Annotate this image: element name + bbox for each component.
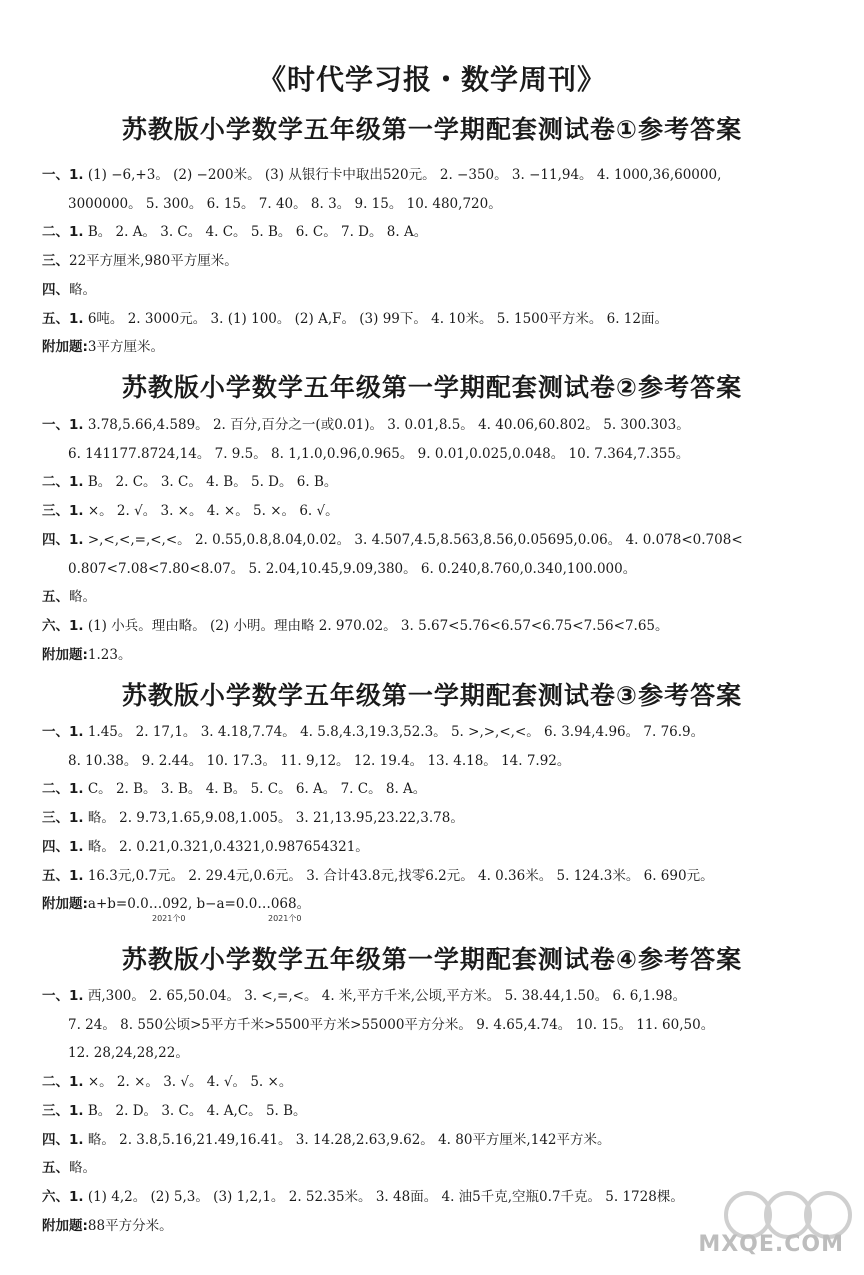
- answer-text: 6吨。 2. 3000元。 3. (1) 100。 (2) A,F。 (3) 99下。 4. 10米。 5. 1500平方米。 6. 12面。: [83, 310, 668, 327]
- answer-line: [42, 337, 844, 357]
- answer-line: [42, 587, 844, 607]
- answer-text: >,<,<,=,<,<。 2. 0.55,0.8,8.04,0.02。 3. 4.507,4.5,8.563,8.56,0.05695,0.06。 4. 0.078<0.708<: [83, 531, 743, 548]
- newspaper-title: 《时代学习报・数学周刊》: [257, 63, 606, 96]
- answer-text: 22平方厘米,980平方厘米。: [69, 253, 238, 270]
- answer-line: [42, 808, 844, 828]
- section-heading-2: 苏教版小学数学五年级第一学期配套测试卷②参考答案: [121, 373, 743, 402]
- answer-line: [42, 1101, 844, 1121]
- answer-line: [42, 837, 844, 857]
- answer-line: [42, 415, 844, 435]
- answer-line: [42, 1130, 844, 1150]
- answer-line: [42, 251, 844, 271]
- answer-line: [42, 501, 844, 521]
- question-label: 三、1.: [42, 1102, 84, 1119]
- answer-line: [42, 222, 844, 242]
- watermark-text: MXQE.COM: [698, 1232, 844, 1257]
- answer-text: B。 2. A。 3. C。 4. C。 5. B。 6. C。 7. D。 8. A。: [83, 224, 428, 241]
- answer-text: B。 2. D。 3. C。 4. A,C。 5. B。: [83, 1102, 307, 1119]
- question-label: 附加题:: [42, 896, 88, 913]
- answer-line: [42, 1072, 844, 1092]
- answer-line: [42, 894, 844, 914]
- question-label: 五、1.: [42, 310, 84, 327]
- answer-line: [42, 472, 844, 492]
- answer-text: (1) −6,+3。 (2) −200米。 (3) 从银行卡中取出520元。 2. −350。 3. −11,94。 4. 1000,36,60000,: [83, 167, 722, 183]
- section-heading-3: 苏教版小学数学五年级第一学期配套测试卷③参考答案: [121, 681, 743, 710]
- answer-text: 3000000。 5. 300。 6. 15。 7. 40。 8. 3。 9. 15。 10. 480,720。: [68, 195, 502, 212]
- answer-text: 略。 2. 3.8,5.16,21.49,16.41。 3. 14.28,2.63,9.62。 4. 80平方厘米,142平方米。: [83, 1131, 611, 1148]
- question-label: 二、1.: [42, 474, 84, 491]
- question-label: 二、1.: [42, 1074, 84, 1091]
- answer-text: 1.23。: [87, 646, 132, 663]
- answer-line: [42, 530, 844, 550]
- answer-text: (1) 4,2。 (2) 5,3。 (3) 1,2,1。 2. 52.35米。 3. 48面。 4. 油5千克,空瓶0.7千克。 5. 1728棵。: [83, 1188, 684, 1205]
- answer-text: 12. 28,24,28,22。: [68, 1045, 189, 1062]
- answer-text: (1) 小兵。理由略。 (2) 小明。理由略 2. 970.02。 3. 5.67<5.76<6.57<6.75<7.56<7.65。: [83, 617, 669, 634]
- answer-text: 0.807<7.08<7.80<8.07。 5. 2.04,10.45,9.09,380。 6. 0.240,8.760,0.340,100.000。: [68, 560, 637, 577]
- answer-line: [42, 616, 844, 636]
- question-label: 二、1.: [42, 224, 84, 241]
- question-label: 附加题:: [42, 646, 88, 663]
- section-heading-4: 苏教版小学数学五年级第一学期配套测试卷④参考答案: [121, 945, 743, 974]
- question-label: 五、1.: [42, 867, 84, 884]
- answer-text: ×。 2. ×。 3. √。 4. √。 5. ×。: [83, 1074, 293, 1091]
- answer-text: 西,300。 2. 65,50.04。 3. <,=,<。 4. 米,平方千米,公顷,平方米。 5. 38.44,1.50。 6. 6,1.98。: [83, 988, 687, 1004]
- answer-text: 88平方分米。: [87, 1217, 173, 1234]
- question-label: 附加题:: [42, 339, 88, 356]
- question-label: 一、1.: [42, 167, 84, 183]
- answer-text: 3.78,5.66,4.589。 2. 百分,百分之一(或0.01)。 3. 0.01,8.5。 4. 40.06,60.802。 5. 300.303。: [83, 417, 690, 433]
- question-label: 二、1.: [42, 781, 84, 798]
- answer-text: ×。 2. √。 3. ×。 4. ×。 5. ×。 6. √。: [83, 503, 339, 520]
- answer-line: [42, 866, 844, 886]
- answer-line: [68, 1015, 844, 1035]
- answer-text: 6. 141177.8724,14。 7. 9.5。 8. 1,1.0,0.96,0.965。 9. 0.01,0.025,0.048。 10. 7.364,7.355。: [68, 445, 690, 462]
- question-label: 六、1.: [42, 617, 84, 634]
- question-label: 四、1.: [42, 531, 84, 548]
- question-label: 三、: [42, 253, 69, 270]
- question-label: 一、1.: [42, 988, 84, 1004]
- answer-line: [42, 280, 844, 300]
- question-label: 附加题:: [42, 1217, 88, 1234]
- answer-line: [42, 165, 844, 185]
- answer-text: 略。: [69, 1160, 96, 1177]
- answer-text: 略。: [69, 589, 96, 606]
- answer-text: 1.45。 2. 17,1。 3. 4.18,7.74。 4. 5.8,4.3,19.3,52.3。 5. >,>,<,<。 6. 3.94,4.96。 7. 76.9。: [83, 724, 705, 740]
- answer-text: B。 2. C。 3. C。 4. B。 5. D。 6. B。: [83, 474, 338, 491]
- answer-line: [42, 645, 844, 665]
- answer-text: 8. 10.38。 9. 2.44。 10. 17.3。 11. 9,12。 12. 19.4。 13. 4.18。 14. 7.92。: [68, 752, 571, 769]
- answer-text: a+b=0.0…092, b−a=0.0…068。: [87, 896, 311, 913]
- question-label: 一、1.: [42, 724, 84, 740]
- answer-line: [42, 779, 844, 799]
- answer-line: [42, 1158, 844, 1178]
- answer-text: 略。 2. 0.21,0.321,0.4321,0.987654321。: [83, 838, 369, 855]
- zero-count-note: 2021个0: [152, 914, 186, 924]
- answer-text: 3平方厘米。: [87, 339, 164, 356]
- answer-line: [68, 751, 844, 771]
- answer-line: [42, 309, 844, 329]
- answer-line: [68, 559, 844, 579]
- zero-count-note: 2021个0: [268, 914, 302, 924]
- question-label: 四、1.: [42, 838, 84, 855]
- answer-text: 7. 24。 8. 550公顷>5平方千米>5500平方米>55000平方分米。 9. 4.65,4.74。 10. 15。 11. 60,50。: [68, 1016, 715, 1033]
- answer-line: [42, 722, 844, 742]
- site-watermark-logo: [698, 1187, 858, 1267]
- answer-text: C。 2. B。 3. B。 4. B。 5. C。 6. A。 7. C。 8. A。: [83, 781, 427, 798]
- question-label: 五、: [42, 589, 69, 606]
- answer-line: [68, 444, 844, 464]
- section-heading-1: 苏教版小学数学五年级第一学期配套测试卷①参考答案: [121, 115, 743, 144]
- answer-line: [42, 986, 844, 1006]
- question-label: 三、1.: [42, 503, 84, 520]
- question-label: 一、1.: [42, 417, 84, 433]
- answer-line: [68, 194, 844, 214]
- question-label: 三、1.: [42, 810, 84, 827]
- question-label: 四、: [42, 281, 69, 298]
- answer-text: 略。: [69, 281, 96, 298]
- question-label: 四、1.: [42, 1131, 84, 1148]
- answer-text: 略。 2. 9.73,1.65,9.08,1.005。 3. 21,13.95,23.22,3.78。: [83, 810, 464, 827]
- question-label: 六、1.: [42, 1188, 84, 1205]
- question-label: 五、: [42, 1160, 69, 1177]
- answer-line: [68, 1043, 844, 1063]
- answer-text: 16.3元,0.7元。 2. 29.4元,0.6元。 3. 合计43.8元,找零6.2元。 4. 0.36米。 5. 124.3米。 6. 690元。: [83, 867, 714, 884]
